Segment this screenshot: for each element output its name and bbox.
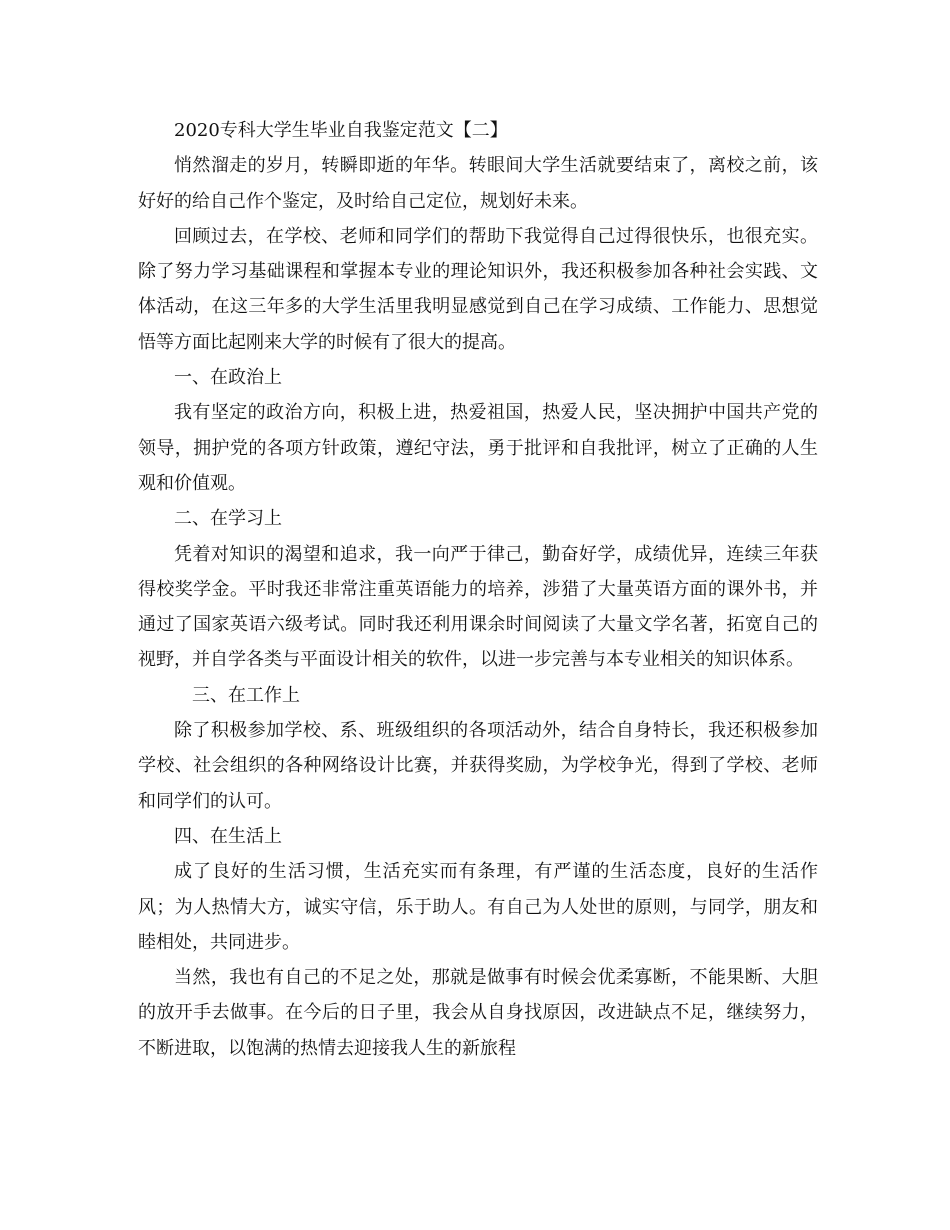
paragraph-life: 成了良好的生活习惯，生活充实而有条理，有严谨的生活态度，良好的生活作风；为人热情大方，诚实守信，乐于助人。有自己为人处世的原则，与同学，朋友和睦相处，共同进步。 <box>138 861 818 953</box>
section-heading-politics: 一、在政治上 <box>174 367 282 389</box>
paragraph-review: 回顾过去，在学校、老师和同学们的帮助下我觉得自己过得很快乐，也很充实。除了努力学习基础课程和掌握本专业的理论知识外，我还积极参加各种社会实践、文体活动，在这三年多的大学生活里我明显感觉到自己在学习成绩、工作能力、思想觉悟等方面比起刚来大学的时候有了很大的提高。 <box>138 225 818 353</box>
section-heading-study: 二、在学习上 <box>174 508 282 530</box>
paragraph-politics: 我有坚定的政治方向，积极上进，热爱祖国，热爱人民，坚决拥护中国共产党的领导，拥护党的各项方针政策，遵纪守法，勇于批评和自我批评，树立了正确的人生观和价值观。 <box>138 402 818 494</box>
section-heading-life: 四、在生活上 <box>174 825 282 847</box>
paragraph-work: 除了积极参加学校、系、班级组织的各项活动外，结合自身特长，我还积极参加学校、社会组织的各种网络设计比赛，并获得奖励，为学校争光，得到了学校、老师和同学们的认可。 <box>138 720 818 812</box>
paragraph-study: 凭着对知识的渴望和追求，我一向严于律己，勤奋好学，成绩优异，连续三年获得校奖学金。平时我还非常注重英语能力的培养，涉猎了大量英语方面的课外书，并通过了国家英语六级考试。同时我还利用课余时间阅读了大量文学名著，拓宽自己的视野，并自学各类与平面设计相关的软件，以进一步完善与本专业相关的知识体系。 <box>138 543 818 671</box>
section-heading-work: 三、在工作上 <box>192 684 300 706</box>
document-body <box>138 113 818 1066</box>
paragraph-intro: 悄然溜走的岁月，转瞬即逝的年华。转眼间大学生活就要结束了，离校之前，该好好的给自己作个鉴定，及时给自己定位，规划好未来。 <box>138 155 818 212</box>
document-title: 2020专科大学生毕业自我鉴定范文【二】 <box>174 120 508 141</box>
paragraph-conclusion: 当然，我也有自己的不足之处，那就是做事有时候会优柔寡断，不能果断、大胆的放开手去做事。在今后的日子里，我会从自身找原因，改进缺点不足，继续努力，不断进取，以饱满的热情去迎接我人生的新旅程 <box>138 967 818 1059</box>
